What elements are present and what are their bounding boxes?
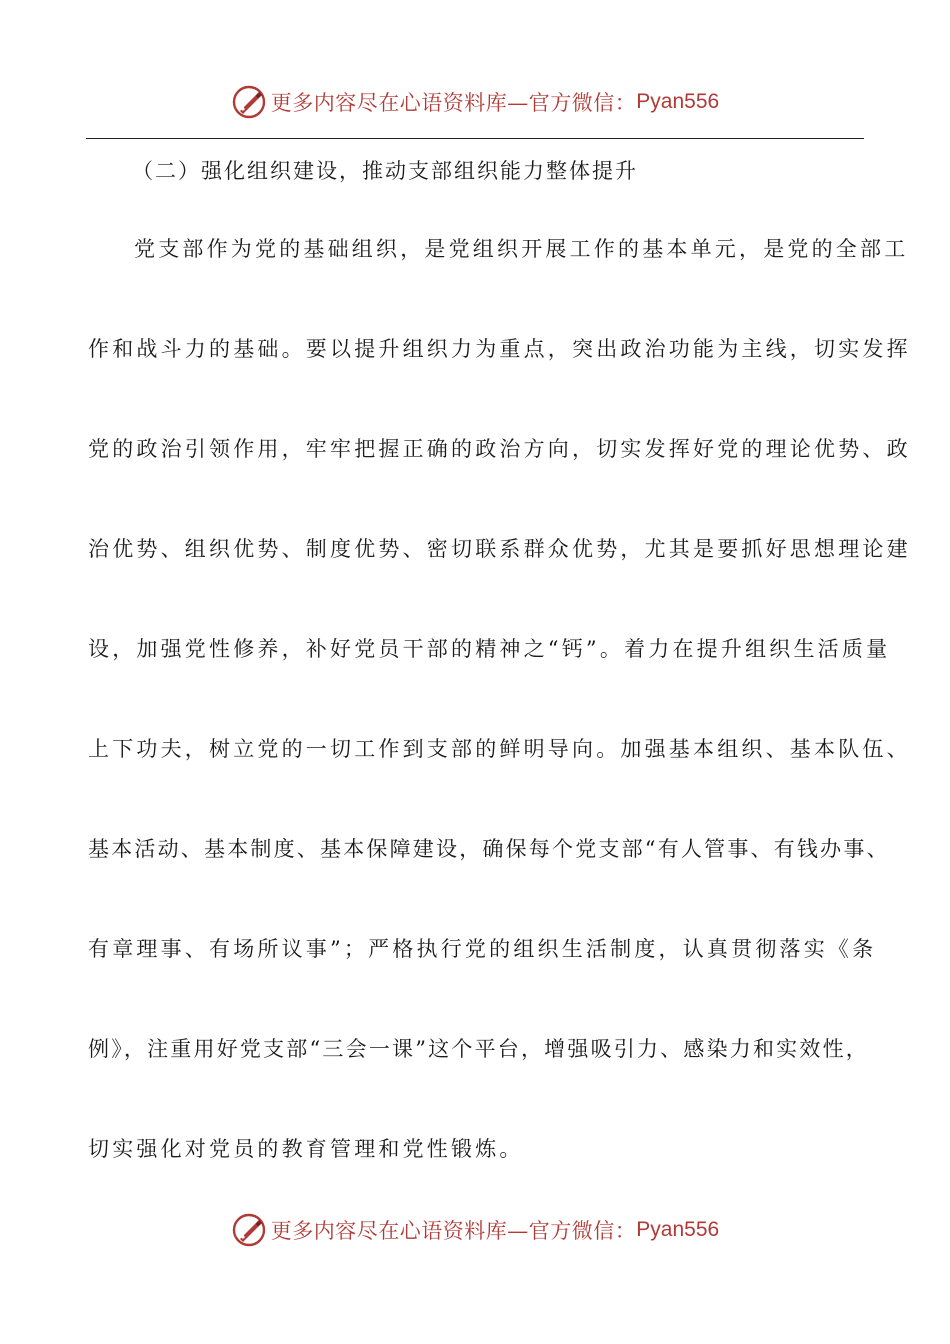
- paragraph-line: 上下功夫，树立党的一切工作到支部的鲜明导向。加强基本组织、基本队伍、: [88, 737, 911, 761]
- paragraph-line: 作和战斗力的基础。要以提升组织力为重点，突出政治功能为主线，切实发挥: [88, 337, 911, 361]
- paragraph-line: 党支部作为党的基础组织，是党组织开展工作的基本单元，是党的全部工: [134, 237, 909, 261]
- footer-banner-text: 更多内容尽在心语资料库—官方微信：: [270, 1219, 637, 1243]
- header-banner: [0, 80, 950, 124]
- paragraph-line: 例》，注重用好党支部“三会一课”这个平台，增强吸引力、感染力和实效性，: [88, 1037, 869, 1061]
- pen-nib-logo-icon: [231, 84, 267, 120]
- footer-banner: [0, 1208, 950, 1252]
- paragraph-line: 有章理事、有场所议事”；严格执行党的组织生活制度，认真贯彻落实《条: [88, 937, 877, 961]
- footer-banner-brand: Pyan556: [636, 1218, 720, 1241]
- header-divider: [86, 138, 864, 139]
- paragraph-line: 设，加强党性修养，补好党员干部的精神之“钙”。着力在提升组织生活质量: [88, 637, 891, 661]
- paragraph-line: 切实强化对党员的教育管理和党性锻炼。: [88, 1137, 524, 1161]
- section-heading: （二）强化组织建设，推动支部组织能力整体提升: [132, 159, 638, 183]
- paragraph-line: 治优势、组织优势、制度优势、密切联系群众优势，尤其是要抓好思想理论建: [88, 537, 911, 561]
- paragraph-line: 基本活动、基本制度、基本保障建设，确保每个党支部“有人管事、有钱办事、: [88, 837, 890, 861]
- pen-nib-logo-icon: [231, 1212, 267, 1248]
- paragraph-line: 党的政治引领作用，牢牢把握正确的政治方向，切实发挥好党的理论优势、政: [88, 437, 911, 461]
- header-banner-brand: Pyan556: [636, 90, 720, 113]
- header-banner-text: 更多内容尽在心语资料库—官方微信：: [270, 91, 637, 115]
